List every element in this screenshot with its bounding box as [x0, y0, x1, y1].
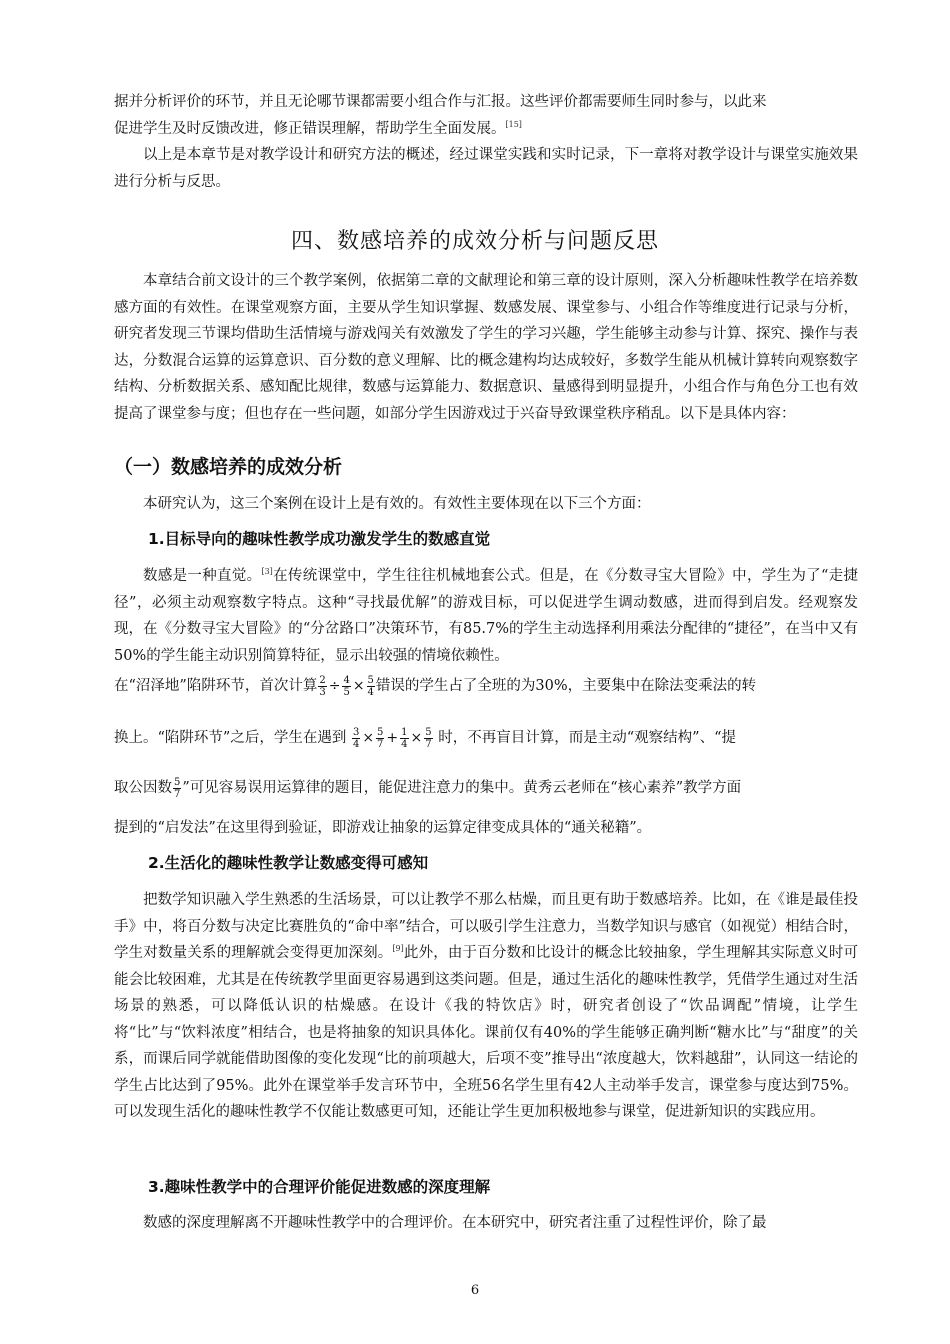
fraction: $\frac{5}{7}$: [377, 726, 384, 750]
sub2-text-rest: 此外，由于百分数和比设计的概念比较抽象，学生理解其实际意义时可能会比较困难，尤其是在传统教学里面更容易遇到这类问题。但是，通过生活化的趣味性教学，凭借学生通过对生活场景的熟悉，可以降低认识的枯燥感。在设计《我的特饮店》时，研究者创设了“饮品调配”情境，让学生将“比”与“饮料浓度”相结合，也是将抽象的知识具体化。课前仅有40%的学生能够正确判断“糖水比”与“甜度”的关系，而课后同学就能借助图像的变化发现“比的前项越大，后项不变”推导出“浓度越大，饮料越甜”，认同这一结论的学生占比达到了95%。此外在课堂举手发言环节中，全班56名学生里有42人主动举手发言，课堂参与度达到75%。可以发现生活化的趣味性教学不仅能让数感更可知，还能让学生更加积极地参与课堂，促进新知识的实践应用。: [114, 945, 859, 1120]
sub1-closing-line: 提到的“启发法”在这里得到验证，即游戏让抽象的运算定律变成具体的“通关秘籍”。: [114, 820, 652, 836]
operator: ÷: [328, 678, 341, 694]
sub1-text-rest: 在传统课堂中，学生往往机械地套公式。但是，在《分数寻宝大冒险》中，学生为了“走捷径”，必须主动观察数字特点。这种“寻找最优解”的游戏目标，可以促进学生调动数感，进而得到启发。经观察发现，在《分数寻宝大冒险》的“分岔路口”决策环节，有85.7%的学生主动选择利用乘法分配律的“捷径”，在当中又有50%的学生能主动识别简算特征，显示出较强的情境依赖性。: [114, 568, 859, 664]
line-text: 换上。“陷阱环节”之后，学生在遇到: [114, 730, 347, 746]
citation-ref: [3]: [261, 567, 273, 577]
line-text: 时，不再盲目计算，而是主动“观察结构”、“提: [438, 730, 736, 746]
fraction: $\frac{4}{5}$: [343, 674, 350, 698]
subsection-1-title: 1.目标导向的趣味性教学成功激发学生的数感直觉: [148, 530, 491, 548]
fraction: $\frac{3}{4}$: [352, 726, 360, 750]
continuation-line-1: 据并分析评价的环节，并且无论哪节课都需要小组合作与汇报。这些评价都需要师生同时参与，以此来: [114, 94, 767, 110]
line-text: ”可见容易误用运算律的题目，能促进注意力的集中。黄秀云老师在“核心素养”教学方面: [182, 780, 742, 796]
fraction: $\frac{2}{3}$: [319, 674, 326, 698]
continuation-line-2: 促进学生及时反馈改进，修正错误理解，帮助学生全面发展。: [114, 120, 506, 137]
operator: ×: [362, 730, 375, 746]
page-number: 6: [470, 1283, 480, 1298]
subsection-1-paragraph: [114, 563, 858, 669]
subsection-2-title: 2.生活化的趣味性教学让数感变得可感知: [148, 854, 429, 872]
operator: +: [386, 730, 399, 746]
sub1-text-start: 数感是一种直觉。: [143, 568, 262, 584]
fraction: $\frac{5}{4}$: [367, 674, 374, 698]
citation-ref: [9]: [392, 944, 404, 954]
section-title: （一）数感培养的成效分析: [114, 456, 343, 478]
summary-paragraph: 以上是本章节是对教学设计和研究方法的概述，经过课堂实践和实时记录，下一章将对教学设计与课堂实施效果进行分析与反思。: [114, 147, 858, 190]
operator: ×: [352, 678, 365, 694]
line-text: 取公因数: [114, 780, 172, 796]
chapter-title: 四、数感培养的成效分析与问题反思: [290, 229, 659, 254]
line-text: 错误的学生占了全班的为30%，主要集中在除法变乘法的转: [375, 678, 757, 694]
operator: ×: [410, 730, 423, 746]
subsection-3-title: 3.趣味性教学中的合理评价能促进数感的深度理解: [148, 1178, 491, 1196]
sub2-text-start: 把数学知识融入学生熟悉的生活场景，可以让教学不那么枯燥，而且更有助于数感培养。比如，在《谁是最佳投手》中，将百分数与决定比赛胜负的“命中率”结合，可以吸引学生注意力，当数学知识与感官（如视觉）相结合时，学生对数量关系的理解就会变得更加深刻。: [114, 892, 858, 961]
fraction: $\frac{1}{4}$: [401, 726, 408, 750]
equation-line-2: [114, 726, 858, 750]
section-intro-paragraph: 本研究认为，这三个案例在设计上是有效的。有效性主要体现在以下三个方面：: [143, 496, 651, 512]
chapter-intro-paragraph: 本章结合前文设计的三个教学案例，依据第二章的文献理论和第三章的设计原则，深入分析趣味性教学在培养数感方面的有效性。在课堂观察方面，主要从学生知识掌握、数感发展、课堂参与、小组合作等维度进行记录与分析，研究者发现三节课均借助生活情境与游戏闯关有效激发了学生的学习兴趣，学生能够主动参与计算、探究、操作与表达，分数混合运算的运算意识、百分数的意义理解、比的概念建构均达成较好，多数学生能从机械计算转向观察数字结构、分析数据关系、感知配比规律，数感与运算能力、数据意识、量感得到明显提升，小组合作与角色分工也有效提高了课堂参与度；但也存在一些问题，如部分学生因游戏过于兴奋导致课堂秩序稍乱。以下是具体内容：: [114, 273, 858, 422]
equation-line-3: [114, 776, 858, 800]
subsection-3-paragraph: 数感的深度理解离不开趣味性教学中的合理评价。在本研究中，研究者注重了过程性评价，除了最: [143, 1215, 767, 1231]
fraction: $\frac{5}{7}$: [425, 726, 432, 750]
equation-line-1: [114, 674, 858, 698]
continuation-paragraph: [114, 89, 858, 142]
line-text: 在“沼泽地”陷阱环节，首次计算: [114, 678, 318, 694]
subsection-2-paragraph: [114, 887, 858, 1126]
citation-ref: [15]: [505, 119, 522, 129]
fraction: $\frac{5}{7}$: [174, 776, 181, 800]
